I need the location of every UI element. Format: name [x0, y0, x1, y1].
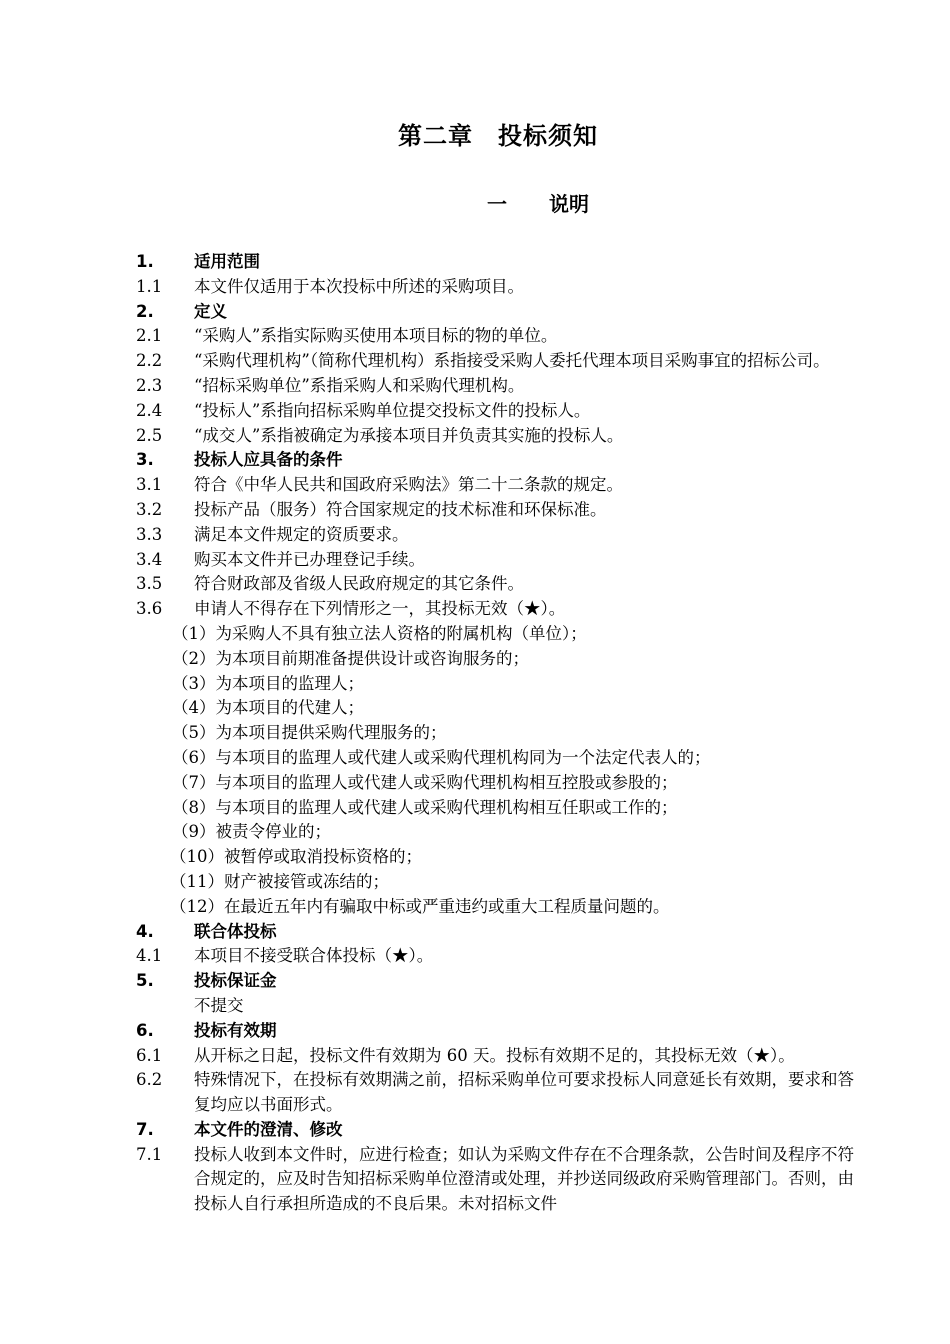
- clause-number: 3.2: [136, 499, 163, 519]
- clause-text: （4）为本项目的代建人；: [172, 698, 364, 718]
- clause-number: 3.: [136, 450, 154, 470]
- clause-number: 5.: [136, 971, 154, 991]
- clause-heading: [136, 969, 860, 994]
- clause-text: 申请人不得存在下列情形之一，其投标无效（★）。: [194, 599, 566, 619]
- clause-text: 本文件的澄清、修改: [194, 1119, 343, 1139]
- clause-heading: [136, 300, 860, 325]
- clause-text: “招标采购单位”系指采购人和采购代理机构。: [194, 375, 525, 395]
- clause-text: 投标人收到本文件时，应进行检查；如认为采购文件存在不合理条款，公告时间及程序不符合规定的，应及时告知招标采购单位澄清或处理，并抄送同级政府采购管理部门。否则，由投标人自行承担所造成的不良后果。未对招标文件: [194, 1144, 854, 1214]
- clause-heading: [136, 1019, 860, 1044]
- clause-text: 投标有效期: [194, 1020, 277, 1040]
- clause-number: 2.: [136, 301, 154, 321]
- clause-text: （11）财产被接管或冻结的；: [170, 871, 389, 891]
- clause-number: 2.2: [136, 351, 163, 371]
- clause-subitem: [136, 746, 860, 771]
- clause-text: 满足本文件规定的资质要求。: [194, 524, 409, 544]
- clause-text: （5）为本项目提供采购代理服务的；: [172, 723, 447, 743]
- clause-subitem: [136, 696, 860, 721]
- section-title: 说明: [549, 192, 589, 216]
- clause-number: 2.3: [136, 375, 163, 395]
- clause-subitem: [136, 622, 860, 647]
- clause-subitem: [136, 721, 860, 746]
- clause-subitem: [136, 672, 860, 697]
- clause-text: （6）与本项目的监理人或代建人或采购代理机构同为一个法定代表人的；: [172, 747, 711, 767]
- clause-item: [136, 548, 860, 573]
- clause-number: 2.4: [136, 400, 163, 420]
- clause-number: 3.1: [136, 475, 163, 495]
- clause-item: [136, 597, 860, 622]
- clause-text: （12）在最近五年内有骗取中标或严重违约或重大工程质量问题的。: [170, 896, 670, 916]
- clause-number: 2.5: [136, 425, 163, 445]
- clause-subitem: [136, 820, 860, 845]
- clause-text: 符合财政部及省级人民政府规定的其它条件。: [194, 574, 524, 594]
- clause-text: （1）为采购人不具有独立法人资格的附属机构（单位）；: [172, 623, 587, 643]
- clause-text: （2）为本项目前期准备提供设计或咨询服务的；: [172, 648, 529, 668]
- clause-item: [136, 324, 860, 349]
- clause-subitem: [136, 771, 860, 796]
- clause-number: 1.1: [136, 276, 163, 296]
- clause-text: 投标人应具备的条件: [194, 450, 343, 470]
- clause-subitem: [136, 796, 860, 821]
- clause-text: 购买本文件并已办理登记手续。: [194, 549, 425, 569]
- clause-item: [136, 523, 860, 548]
- clause-number: 3.3: [136, 524, 163, 544]
- clause-text: （9）被责令停业的；: [172, 822, 331, 842]
- clause-heading: [136, 920, 860, 945]
- clause-subitem: [136, 870, 860, 895]
- clause-text: （10）被暂停或取消投标资格的；: [170, 847, 422, 867]
- clause-number: 7.: [136, 1119, 154, 1139]
- clause-number: 3.4: [136, 549, 163, 569]
- clause-subitem: [136, 845, 860, 870]
- clause-text: 符合《中华人民共和国政府采购法》第二十二条款的规定。: [194, 475, 623, 495]
- clause-text: 联合体投标: [194, 921, 277, 941]
- clause-number: 6.1: [136, 1045, 163, 1065]
- clause-subitem: [136, 895, 860, 920]
- clause-number: 7.1: [136, 1144, 163, 1164]
- clause-item: [136, 1143, 860, 1217]
- clause-text: 适用范围: [194, 252, 260, 271]
- clause-item: [136, 473, 860, 498]
- clause-text: 本文件仅适用于本次投标中所述的采购项目。: [194, 276, 524, 296]
- clause-text: 特殊情况下，在投标有效期满之前，招标采购单位可要求投标人同意延长有效期，要求和答复均应以书面形式。: [194, 1070, 854, 1115]
- clause-item: [136, 572, 860, 597]
- clause-text: 本项目不接受联合体投标（★）。: [194, 946, 434, 966]
- clause-item: [136, 498, 860, 523]
- clause-item: [136, 1068, 860, 1118]
- clause-text: “采购代理机构”（简称代理机构）系指接受采购人委托代理本项目采购事宜的招标公司。: [194, 351, 830, 371]
- clause-text: （8）与本项目的监理人或代建人或采购代理机构相互任职或工作的；: [172, 797, 678, 817]
- chapter-title: 第二章 投标须知: [398, 122, 598, 150]
- clause-subitem: [136, 647, 860, 672]
- clause-number: 6.2: [136, 1070, 163, 1090]
- clause-number: 3.5: [136, 574, 163, 594]
- clause-heading: [136, 1118, 860, 1143]
- clause-item: [136, 1044, 860, 1069]
- clause-heading: [136, 250, 860, 275]
- clause-text: 投标产品（服务）符合国家规定的技术标准和环保标准。: [194, 499, 607, 519]
- clause-number: 4.1: [136, 946, 163, 966]
- clause-item: [136, 275, 860, 300]
- clause-text: 投标保证金: [194, 971, 277, 991]
- document-body: [136, 250, 860, 1217]
- clause-number: 1.: [136, 252, 154, 271]
- clause-number: 4.: [136, 921, 154, 941]
- clause-text: “投标人”系指向招标采购单位提交投标文件的投标人。: [194, 400, 591, 420]
- clause-text: 从开标之日起，投标文件有效期为 60 天。投标有效期不足的，其投标无效（★）。: [194, 1045, 795, 1065]
- clause-item: [136, 374, 860, 399]
- clause-text: （3）为本项目的监理人；: [172, 673, 364, 693]
- clause-item: [136, 399, 860, 424]
- clause-item: [136, 994, 860, 1019]
- clause-item: [136, 944, 860, 969]
- clause-text: 定义: [194, 301, 227, 321]
- clause-text: “采购人”系指实际购买使用本项目标的物的单位。: [194, 326, 558, 346]
- clause-text: 不提交: [194, 995, 244, 1015]
- section-number: 一: [487, 192, 507, 216]
- clause-heading: [136, 448, 860, 473]
- clause-text: （7）与本项目的监理人或代建人或采购代理机构相互控股或参股的；: [172, 772, 678, 792]
- clause-item: [136, 349, 860, 374]
- clause-number: 2.1: [136, 326, 163, 346]
- section-heading: [0, 188, 950, 217]
- clause-number: 6.: [136, 1020, 154, 1040]
- clause-item: [136, 424, 860, 449]
- clause-number: 3.6: [136, 599, 163, 619]
- clause-text: “成交人”系指被确定为承接本项目并负责其实施的投标人。: [194, 425, 624, 445]
